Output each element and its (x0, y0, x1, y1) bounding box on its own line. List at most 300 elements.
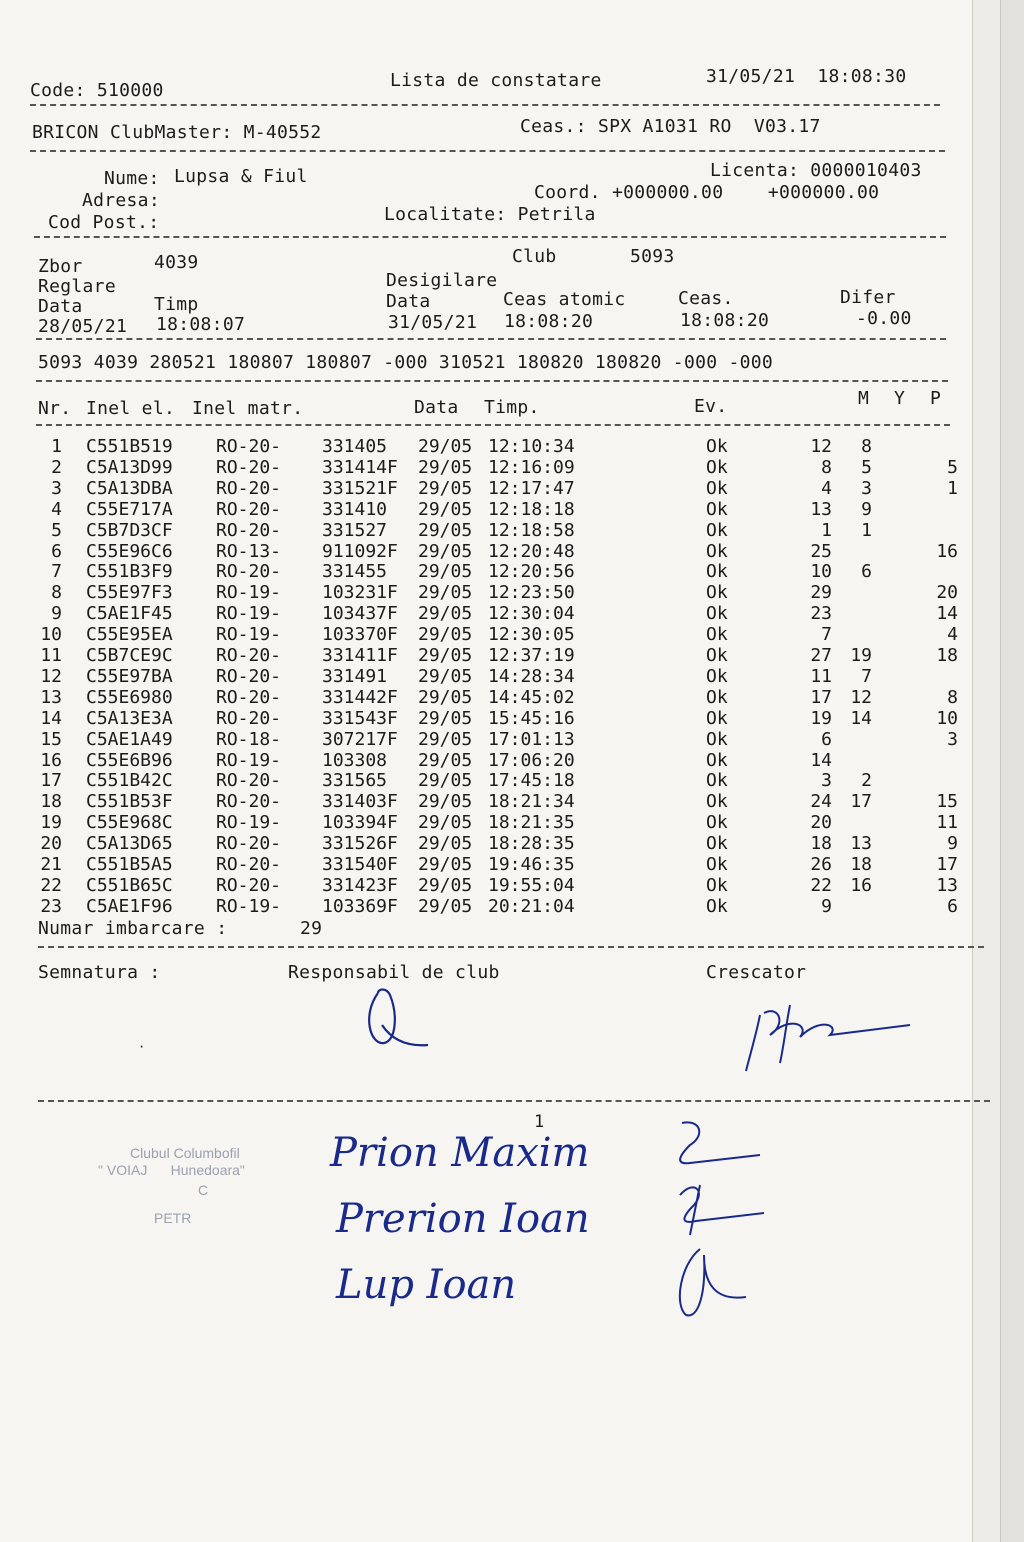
cell-m: 20 (810, 812, 832, 834)
cell-y: 14 (850, 707, 872, 729)
handwritten-signatures (660, 1115, 780, 1325)
desigilare-label: Desigilare (386, 270, 498, 291)
cell-pre: RO-20- (216, 686, 282, 708)
cell-time: 17:45:18 (488, 770, 575, 792)
cell-m: 27 (810, 645, 832, 666)
cell-num: 331411F (322, 645, 398, 666)
encoded-line: 5093 4039 280521 180807 180807 -000 310521 180820 180820 -000 -000 (38, 352, 774, 373)
cell-nr: 4 (51, 498, 62, 520)
table-row (0, 645, 1000, 666)
cell-el: C55E968C (86, 812, 173, 834)
cell-m: 11 (810, 665, 832, 687)
cell-time: 18:21:35 (488, 812, 575, 834)
cell-el: C55E97BA (86, 665, 173, 687)
cell-p: 10 (936, 707, 958, 729)
difference-label: Difer (840, 287, 896, 308)
cell-p: 17 (936, 854, 958, 875)
cell-ev: Ok (706, 707, 728, 729)
cell-date: 29/05 (418, 498, 473, 520)
cell-time: 14:28:34 (488, 665, 575, 687)
stamp-line: " VOIAJ Hunedoara" (98, 1162, 245, 1178)
cell-m: 7 (821, 624, 832, 646)
cell-y: 8 (861, 436, 872, 457)
code-label: Code: 510000 (30, 80, 164, 101)
cell-p: 20 (936, 582, 958, 604)
divider (38, 946, 984, 948)
cell-pre: RO-13- (216, 540, 282, 562)
cell-pre: RO-20- (216, 665, 282, 687)
divider (36, 380, 948, 382)
cell-el: C5AE1A49 (86, 728, 173, 750)
cell-ev: Ok (706, 874, 728, 896)
cell-m: 10 (810, 561, 832, 583)
cell-ev: Ok (706, 540, 728, 562)
cell-p: 1 (947, 477, 958, 499)
clock-difference: -0.00 (856, 308, 912, 329)
cell-y: 7 (861, 665, 872, 687)
cell-date: 29/05 (418, 624, 473, 646)
cell-y: 6 (861, 561, 872, 583)
cell-time: 12:16:09 (488, 456, 575, 478)
club-label: Club (512, 246, 557, 267)
cell-date: 29/05 (418, 519, 473, 541)
cell-time: 12:10:34 (488, 436, 575, 457)
cell-el: C55E95EA (86, 624, 173, 646)
paper-edge (1000, 0, 1024, 1542)
page-number: 1 (534, 1112, 545, 1132)
cell-el: C5AE1F45 (86, 603, 173, 625)
club-number: 5093 (630, 246, 675, 267)
cell-num: 911092F (322, 540, 398, 562)
divider (38, 1100, 990, 1102)
col-timp-header: Timp. (484, 397, 540, 418)
table-row (0, 603, 1000, 624)
table-row (0, 791, 1000, 812)
cell-nr: 20 (40, 833, 62, 855)
cell-pre: RO-19- (216, 749, 282, 771)
postcode-label: Cod Post.: (48, 212, 160, 233)
cell-nr: 15 (40, 728, 62, 750)
cell-time: 20:21:04 (488, 895, 575, 917)
table-row (0, 457, 1000, 478)
cell-nr: 19 (40, 812, 62, 834)
cell-ev: Ok (706, 603, 728, 625)
cell-ev: Ok (706, 686, 728, 708)
cell-pre: RO-20- (216, 791, 282, 813)
cell-ev: Ok (706, 791, 728, 813)
table-row (0, 666, 1000, 687)
cell-p: 14 (936, 603, 958, 625)
table-row (0, 582, 1000, 603)
cell-num: 331423F (322, 874, 398, 896)
divider (30, 104, 940, 106)
cell-num: 331527 (322, 519, 388, 541)
cell-date: 29/05 (418, 582, 473, 604)
table-row (0, 896, 1000, 917)
cell-nr: 7 (51, 561, 62, 583)
atomic-clock-label: Ceas atomic (503, 289, 626, 310)
cell-date: 29/05 (418, 645, 473, 666)
cell-num: 331521F (322, 477, 398, 499)
cell-pre: RO-19- (216, 582, 282, 604)
clock-label: Ceas. (678, 288, 734, 309)
cell-date: 29/05 (418, 895, 473, 917)
cell-date: 29/05 (418, 477, 473, 499)
cell-ev: Ok (706, 770, 728, 792)
cell-pre: RO-20- (216, 519, 282, 541)
club-responsible-label: Responsabil de club (288, 962, 500, 983)
cell-nr: 17 (40, 770, 62, 792)
cell-nr: 9 (51, 603, 62, 625)
cell-pre: RO-20- (216, 874, 282, 896)
cell-ev: Ok (706, 498, 728, 520)
cell-el: C551B519 (86, 436, 173, 457)
cell-m: 9 (821, 895, 832, 917)
cell-date: 29/05 (418, 436, 473, 457)
coordinates: Coord. +000000.00 +000000.00 (534, 182, 880, 203)
cell-m: 17 (810, 686, 832, 708)
cell-time: 12:18:58 (488, 519, 575, 541)
col-p-header: P (930, 388, 942, 409)
cell-date: 29/05 (418, 833, 473, 855)
zbor-label: Zbor (38, 256, 83, 277)
cell-nr: 21 (40, 854, 62, 875)
cell-nr: 23 (40, 895, 62, 917)
cell-y: 5 (861, 456, 872, 478)
cell-ev: Ok (706, 561, 728, 583)
table-row (0, 854, 1000, 875)
cell-num: 331414F (322, 456, 398, 478)
cell-ev: Ok (706, 728, 728, 750)
cell-m: 6 (821, 728, 832, 750)
cell-y: 19 (850, 645, 872, 666)
cell-date: 29/05 (418, 603, 473, 625)
cell-pre: RO-20- (216, 561, 282, 583)
cell-num: 307217F (322, 728, 398, 750)
cell-nr: 11 (40, 645, 62, 666)
table-row (0, 770, 1000, 791)
table-row (0, 499, 1000, 520)
cell-nr: 22 (40, 874, 62, 896)
cell-num: 103437F (322, 603, 398, 625)
reglare-data-label: Data (38, 296, 83, 317)
cell-time: 12:20:56 (488, 561, 575, 583)
cell-nr: 8 (51, 582, 62, 604)
cell-m: 25 (810, 540, 832, 562)
cell-pre: RO-20- (216, 833, 282, 855)
table-row (0, 833, 1000, 854)
cell-pre: RO-20- (216, 854, 282, 875)
cell-ev: Ok (706, 645, 728, 666)
device-id: BRICON ClubMaster: M-40552 (32, 122, 322, 143)
table-row (0, 436, 1000, 457)
col-nr-header: Nr. (38, 398, 72, 419)
cell-el: C551B65C (86, 874, 173, 896)
cell-nr: 16 (40, 749, 62, 771)
cell-p: 8 (947, 686, 958, 708)
divider (36, 338, 946, 340)
cell-ev: Ok (706, 665, 728, 687)
cell-num: 103369F (322, 895, 398, 917)
cell-p: 6 (947, 895, 958, 917)
cell-el: C55E717A (86, 498, 173, 520)
cell-p: 15 (936, 791, 958, 813)
cell-num: 103370F (322, 624, 398, 646)
cell-date: 29/05 (418, 561, 473, 583)
cell-m: 1 (821, 519, 832, 541)
cell-y: 13 (850, 833, 872, 855)
cell-num: 331442F (322, 686, 398, 708)
cell-y: 17 (850, 791, 872, 813)
cell-el: C5A13E3A (86, 707, 173, 729)
cell-el: C5A13DBA (86, 477, 173, 499)
cell-el: C5A13D99 (86, 456, 173, 478)
cell-pre: RO-19- (216, 624, 282, 646)
cell-el: C551B42C (86, 770, 173, 792)
cell-time: 14:45:02 (488, 686, 575, 708)
cell-ev: Ok (706, 519, 728, 541)
club-responsible-signature (360, 985, 440, 1055)
owner-name: Lupsa & Fiul (174, 166, 308, 187)
table-row (0, 541, 1000, 562)
dot-mark: · (138, 1040, 146, 1054)
handwritten-name: Lup Ioan (336, 1262, 517, 1308)
cell-ev: Ok (706, 812, 728, 834)
table-row (0, 478, 1000, 499)
cell-num: 331491 (322, 665, 388, 687)
cell-date: 29/05 (418, 812, 473, 834)
desig-data-label: Data (386, 291, 431, 312)
cell-time: 12:30:04 (488, 603, 575, 625)
cell-num: 103394F (322, 812, 398, 834)
cell-pre: RO-20- (216, 770, 282, 792)
cell-p: 5 (947, 456, 958, 478)
cell-el: C5B7CE9C (86, 645, 173, 666)
stamp-line: C (198, 1182, 209, 1198)
cell-nr: 2 (51, 456, 62, 478)
cell-el: C55E6980 (86, 686, 173, 708)
table-row (0, 708, 1000, 729)
cell-nr: 1 (51, 436, 62, 457)
breeder-signature (740, 995, 920, 1075)
licence-number: Licenta: 0000010403 (710, 160, 922, 181)
reglare-date: 28/05/21 (38, 316, 128, 337)
cell-time: 12:17:47 (488, 477, 575, 499)
cell-p: 4 (947, 624, 958, 646)
cell-date: 29/05 (418, 540, 473, 562)
cell-date: 29/05 (418, 665, 473, 687)
address-label: Adresa: (82, 190, 160, 211)
cell-date: 29/05 (418, 791, 473, 813)
imbarcare-label: Numar imbarcare : (38, 918, 228, 939)
cell-ev: Ok (706, 854, 728, 875)
zbor-number: 4039 (154, 252, 199, 273)
cell-date: 29/05 (418, 686, 473, 708)
table-row (0, 875, 1000, 896)
desig-clock-time: 18:08:20 (680, 310, 770, 331)
table-row (0, 624, 1000, 645)
name-label: Nume: (104, 168, 160, 189)
cell-ev: Ok (706, 624, 728, 646)
cell-time: 12:23:50 (488, 582, 575, 604)
cell-time: 19:46:35 (488, 854, 575, 875)
col-data-header: Data (414, 397, 459, 418)
cell-date: 29/05 (418, 749, 473, 771)
cell-pre: RO-20- (216, 707, 282, 729)
cell-el: C5B7D3CF (86, 519, 173, 541)
table-row (0, 812, 1000, 833)
cell-date: 29/05 (418, 728, 473, 750)
cell-m: 22 (810, 874, 832, 896)
cell-nr: 3 (51, 477, 62, 499)
cell-time: 12:37:19 (488, 645, 575, 666)
cell-time: 17:06:20 (488, 749, 575, 771)
col-inel-matr-header: Inel matr. (192, 398, 304, 419)
cell-num: 103308 (322, 749, 388, 771)
cell-m: 18 (810, 833, 832, 855)
reglare-label: Reglare (38, 276, 116, 297)
cell-el: C55E96C6 (86, 540, 173, 562)
stamp-line: Clubul Columbofil (130, 1145, 240, 1161)
cell-y: 2 (861, 770, 872, 792)
cell-el: C551B53F (86, 791, 173, 813)
col-inel-el-header: Inel el. (86, 398, 176, 419)
cell-num: 331540F (322, 854, 398, 875)
cell-m: 19 (810, 707, 832, 729)
cell-m: 4 (821, 477, 832, 499)
print-datetime: 31/05/21 18:08:30 (706, 66, 907, 87)
cell-y: 12 (850, 686, 872, 708)
cell-ev: Ok (706, 477, 728, 499)
cell-pre: RO-20- (216, 645, 282, 666)
col-m-header: M (858, 388, 870, 409)
cell-nr: 13 (40, 686, 62, 708)
cell-time: 17:01:13 (488, 728, 575, 750)
cell-m: 26 (810, 854, 832, 875)
imbarcare-count: 29 (300, 918, 323, 939)
cell-p: 11 (936, 812, 958, 834)
table-row (0, 750, 1000, 771)
cell-el: C5A13D65 (86, 833, 173, 855)
cell-m: 14 (810, 749, 832, 771)
cell-ev: Ok (706, 895, 728, 917)
cell-p: 18 (936, 645, 958, 666)
divider (36, 424, 950, 426)
cell-y: 16 (850, 874, 872, 896)
cell-num: 331403F (322, 791, 398, 813)
cell-p: 9 (947, 833, 958, 855)
breeder-label: Crescator (706, 962, 807, 983)
cell-num: 331455 (322, 561, 388, 583)
cell-m: 29 (810, 582, 832, 604)
cell-el: C551B5A5 (86, 854, 173, 875)
cell-num: 331526F (322, 833, 398, 855)
cell-date: 29/05 (418, 874, 473, 896)
cell-ev: Ok (706, 582, 728, 604)
reglare-timp-label: Timp (154, 294, 199, 315)
cell-time: 12:30:05 (488, 624, 575, 646)
cell-pre: RO-20- (216, 436, 282, 457)
cell-time: 19:55:04 (488, 874, 575, 896)
cell-p: 3 (947, 728, 958, 750)
cell-y: 18 (850, 854, 872, 875)
cell-y: 9 (861, 498, 872, 520)
cell-date: 29/05 (418, 456, 473, 478)
cell-pre: RO-20- (216, 477, 282, 499)
col-ev-header: Ev. (694, 396, 728, 417)
cell-time: 15:45:16 (488, 707, 575, 729)
cell-pre: RO-19- (216, 895, 282, 917)
cell-nr: 5 (51, 519, 62, 541)
cell-m: 12 (810, 436, 832, 457)
cell-time: 18:28:35 (488, 833, 575, 855)
cell-el: C55E97F3 (86, 582, 173, 604)
cell-nr: 14 (40, 707, 62, 729)
cell-m: 23 (810, 603, 832, 625)
cell-el: C551B3F9 (86, 561, 173, 583)
cell-pre: RO-19- (216, 812, 282, 834)
divider (34, 236, 946, 238)
table-row (0, 520, 1000, 541)
cell-num: 103231F (322, 582, 398, 604)
cell-time: 18:21:34 (488, 791, 575, 813)
cell-y: 1 (861, 519, 872, 541)
cell-y: 3 (861, 477, 872, 499)
cell-m: 3 (821, 770, 832, 792)
clock-id: Ceas.: SPX A1031 RO V03.17 (520, 116, 821, 137)
signature-label: Semnatura : (38, 962, 161, 983)
cell-m: 8 (821, 456, 832, 478)
cell-pre: RO-20- (216, 456, 282, 478)
cell-pre: RO-20- (216, 498, 282, 520)
cell-num: 331565 (322, 770, 388, 792)
cell-nr: 12 (40, 665, 62, 687)
locality: Localitate: Petrila (384, 204, 596, 225)
reglare-time: 18:08:07 (156, 314, 246, 335)
cell-p: 16 (936, 540, 958, 562)
cell-el: C5AE1F96 (86, 895, 173, 917)
cell-m: 13 (810, 498, 832, 520)
handwritten-name: Prerion Ioan (336, 1196, 590, 1242)
cell-pre: RO-19- (216, 603, 282, 625)
cell-ev: Ok (706, 749, 728, 771)
cell-pre: RO-18- (216, 728, 282, 750)
cell-date: 29/05 (418, 770, 473, 792)
table-row (0, 561, 1000, 582)
cell-time: 12:18:18 (488, 498, 575, 520)
col-y-header: Y (894, 388, 906, 409)
cell-el: C55E6B96 (86, 749, 173, 771)
stamp-line: PETR (154, 1210, 192, 1226)
cell-p: 13 (936, 874, 958, 896)
cell-num: 331543F (322, 707, 398, 729)
cell-date: 29/05 (418, 707, 473, 729)
cell-time: 12:20:48 (488, 540, 575, 562)
divider (30, 150, 945, 152)
cell-nr: 10 (40, 624, 62, 646)
document-title: Lista de constatare (390, 70, 602, 91)
handwritten-name: Prion Maxim (330, 1130, 590, 1176)
cell-ev: Ok (706, 456, 728, 478)
desig-date: 31/05/21 (388, 312, 478, 333)
cell-num: 331405 (322, 436, 388, 457)
table-row (0, 687, 1000, 708)
cell-nr: 6 (51, 540, 62, 562)
desig-atomic-time: 18:08:20 (504, 311, 594, 332)
cell-num: 331410 (322, 498, 388, 520)
cell-m: 24 (810, 791, 832, 813)
table-row (0, 729, 1000, 750)
